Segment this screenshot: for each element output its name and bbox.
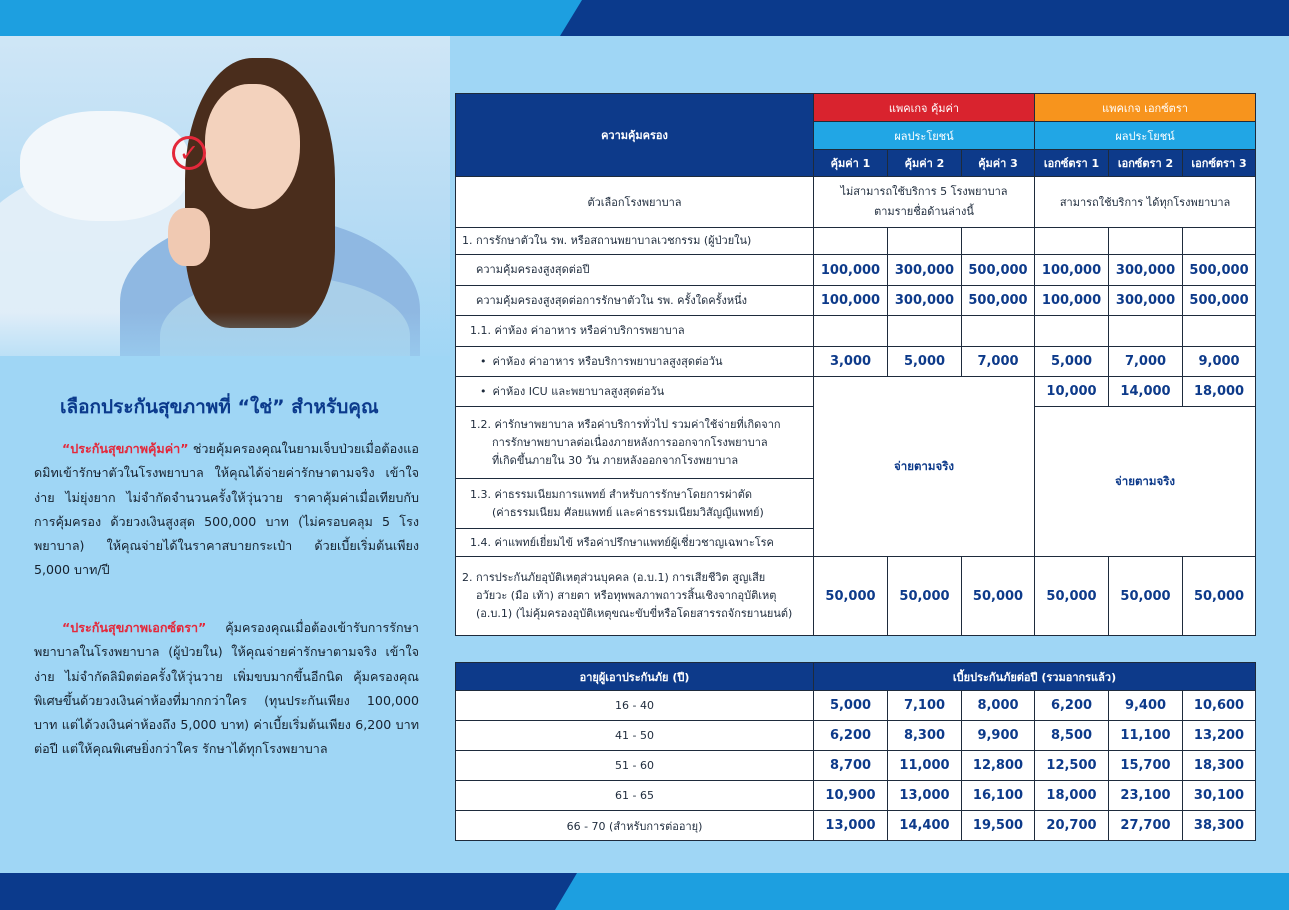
hospital-value-line2: ตามรายชื่อด้านล่างนี้	[874, 205, 974, 218]
row-surgery-line2: (ค่าธรรมเนียม ศัลยแพทย์ และค่าธรรมเนียมวิสัญญีแพทย์)	[492, 505, 764, 519]
premium-cell: 5,000	[814, 691, 888, 721]
actual-pay-value: จ่ายตามจริง	[814, 377, 1035, 557]
premium-cell: 8,300	[888, 721, 962, 751]
value-cell: 300,000	[1109, 286, 1183, 316]
empty-cell	[1109, 316, 1183, 347]
premium-cell: 12,800	[962, 751, 1035, 781]
age-range: 16 - 40	[456, 691, 814, 721]
value-cell: 50,000	[1183, 557, 1256, 636]
row-medical-line1: 1.2. ค่ารักษาพยาบาล หรือค่าบริการทั่วไป รวมค่าใช้จ่ายที่เกิดจาก	[470, 417, 781, 431]
row-accident-line2: อวัยวะ (มือ เท้า) สายตา หรือทุพพลภาพถาวรสิ้นเชิงจากอุบัติเหตุ	[476, 589, 777, 602]
value-cell: 500,000	[1183, 286, 1256, 316]
value-cell: 18,000	[1183, 377, 1256, 407]
row-icu: • ค่าห้อง ICU และพยาบาลสูงสุดต่อวัน	[456, 377, 814, 407]
premium-cell: 20,700	[1035, 811, 1109, 841]
value-cell: 100,000	[814, 286, 888, 316]
premium-cell: 15,700	[1109, 751, 1183, 781]
row-room-board: 1.1. ค่าห้อง ค่าอาหาร หรือค่าบริการพยาบาล	[456, 316, 814, 347]
premium-cell: 8,700	[814, 751, 888, 781]
value-plan-highlight: “ประกันสุขภาพคุ้มค่า”	[62, 441, 189, 456]
premium-cell: 9,900	[962, 721, 1035, 751]
value-cell: 3,000	[814, 347, 888, 377]
premium-cell: 10,900	[814, 781, 888, 811]
premium-cell: 11,000	[888, 751, 962, 781]
value-cell: 10,000	[1035, 377, 1109, 407]
row-inpatient: 1. การรักษาตัวใน รพ. หรือสถานพยาบาลเวชกรรม (ผู้ป่วยใน)	[456, 228, 814, 255]
premium-cell: 14,400	[888, 811, 962, 841]
coverage-header: ความคุ้มครอง	[456, 94, 814, 177]
value-cell: 5,000	[1035, 347, 1109, 377]
value-cell: 100,000	[1035, 255, 1109, 286]
table-row	[456, 751, 1256, 781]
age-range: 61 - 65	[456, 781, 814, 811]
value-cell: 500,000	[962, 286, 1035, 316]
plan-header: คุ้มค่า 2	[888, 150, 962, 177]
value-cell: 500,000	[1183, 255, 1256, 286]
premium-cell: 8,500	[1035, 721, 1109, 751]
extra-plan-text: คุ้มครองคุณเมื่อต้องเข้ารับการรักษาพยาบาลในโรงพยาบาล (ผู้ป่วยใน) ให้คุณจ่ายค่ารักษาตามจริง เข้าใจง่าย ไม่จำกัดลิมิตต่อครั้งให้วุ่นวาย เพิ่มขบมากขึ้นอีกนิด คุ้มครองคุณพิเศษขึ้นด้วยวงเงินค่าห้องที่มากกว่าใคร (ทุนประกันเพียง 100,000 บาท แต่ได้วงเงินค่าห้องถึง 5,000 บาท) ค่าเบี้ยเริ่มต้นเพียง 6,200 บาทต่อปี แต่ให้คุณพิเศษยิ่งกว่าใคร รักษาได้ทุกโรงพยาบาล	[34, 620, 419, 757]
benefit-header-extra: ผลประโยชน์	[1035, 122, 1256, 150]
empty-cell	[1183, 228, 1256, 255]
value-cell: 14,000	[1109, 377, 1183, 407]
value-cell: 50,000	[814, 557, 888, 636]
value-cell: 9,000	[1183, 347, 1256, 377]
hero-photo	[0, 36, 450, 356]
photo-fade	[0, 312, 450, 356]
value-cell: 300,000	[888, 286, 962, 316]
plan-header: คุ้มค่า 1	[814, 150, 888, 177]
top-band	[0, 0, 1289, 36]
empty-cell	[1035, 228, 1109, 255]
value-cell: 5,000	[888, 347, 962, 377]
check-circle-icon: ✓	[172, 136, 206, 170]
value-plan-text: ช่วยคุ้มครองคุณในยามเจ็บป่วยเมื่อต้องแอดมิทเข้ารักษาตัวในโรงพยาบาล ให้คุณได้จ่ายค่ารักษาตามจริง เข้าใจง่าย ไม่ยุ่งยาก ไม่จำกัดจำนวนครั้งให้วุ่นวาย ราคาคุ้มค่าเมื่อเทียบกับการคุ้มครอง ด้วยวงเงินสูงสุด 500,000 บาท (ไม่ครอบคลุม 5 โรงพยาบาล) ให้คุณจ่ายได้ในราคาสบายกระเป๋า ด้วยเบี้ยเริ่มต้นเพียง 5,000 บาท/ปี	[34, 441, 419, 578]
premium-cell: 7,100	[888, 691, 962, 721]
premium-cell: 9,400	[1109, 691, 1183, 721]
value-cell: 50,000	[1109, 557, 1183, 636]
hospital-value-line1: ไม่สามารถใช้บริการ 5 โรงพยาบาล	[840, 185, 1008, 198]
value-cell: 50,000	[962, 557, 1035, 636]
premium-cell: 12,500	[1035, 751, 1109, 781]
premium-cell: 8,000	[962, 691, 1035, 721]
value-cell: 100,000	[814, 255, 888, 286]
row-accident-line1: 2. การประกันภัยอุบัติเหตุส่วนบุคคล (อ.บ.1) การเสียชีวิต สูญเสีย	[462, 571, 766, 584]
plan-header: เอกซ์ตรา 3	[1183, 150, 1256, 177]
coverage-table	[455, 93, 1256, 636]
paragraph-extra-plan	[34, 616, 419, 762]
benefit-header-value: ผลประโยชน์	[814, 122, 1035, 150]
package-extra-header: แพคเกจ เอกซ์ตรา	[1035, 94, 1256, 122]
premium-cell: 30,100	[1183, 781, 1256, 811]
premium-cell: 23,100	[1109, 781, 1183, 811]
photo-face	[205, 84, 300, 209]
row-room-max-per-day: • ค่าห้อง ค่าอาหาร หรือบริการพยาบาลสูงสุดต่อวัน	[456, 347, 814, 377]
premium-table	[455, 662, 1256, 841]
empty-cell	[1109, 228, 1183, 255]
hospital-value-package	[814, 177, 1035, 228]
row-doctor-visit: 1.4. ค่าแพทย์เยี่ยมไข้ หรือค่าปรึกษาแพทย์ผู้เชี่ยวชาญเฉพาะโรค	[456, 529, 814, 557]
value-cell: 7,000	[962, 347, 1035, 377]
bottom-band-light	[555, 873, 1289, 910]
age-header: อายุผู้เอาประกันภัย (ปี)	[456, 663, 814, 691]
top-band-dark	[560, 0, 1289, 36]
table-row	[456, 781, 1256, 811]
row-medical-expense	[456, 407, 814, 479]
actual-pay-extra: จ่ายตามจริง	[1035, 407, 1256, 557]
empty-cell	[962, 228, 1035, 255]
age-range: 66 - 70 (สำหรับการต่ออายุ)	[456, 811, 814, 841]
premium-cell: 38,300	[1183, 811, 1256, 841]
row-accident-line3: (อ.บ.1) (ไม่คุ้มครองอุบัติเหตุขณะขับขี่หรือโดยสารรถจักรยานยนต์)	[476, 607, 793, 620]
value-cell: 100,000	[1035, 286, 1109, 316]
empty-cell	[888, 316, 962, 347]
empty-cell	[962, 316, 1035, 347]
value-cell: 300,000	[888, 255, 962, 286]
age-range: 41 - 50	[456, 721, 814, 751]
value-cell: 300,000	[1109, 255, 1183, 286]
premium-cell: 16,100	[962, 781, 1035, 811]
premium-header: เบี้ยประกันภัยต่อปี (รวมอากรแล้ว)	[814, 663, 1256, 691]
premium-cell: 13,000	[888, 781, 962, 811]
premium-cell: 6,200	[1035, 691, 1109, 721]
age-range: 51 - 60	[456, 751, 814, 781]
premium-cell: 27,700	[1109, 811, 1183, 841]
paragraph-value-plan	[34, 437, 419, 583]
value-cell: 50,000	[1035, 557, 1109, 636]
row-surgery-fee	[456, 479, 814, 529]
row-accident	[456, 557, 814, 636]
premium-cell: 13,000	[814, 811, 888, 841]
thumbs-up-icon	[168, 208, 210, 266]
premium-cell: 11,100	[1109, 721, 1183, 751]
table-row	[456, 691, 1256, 721]
table-row	[456, 721, 1256, 751]
premium-cell: 13,200	[1183, 721, 1256, 751]
premium-cell: 10,600	[1183, 691, 1256, 721]
bottom-band	[0, 873, 1289, 910]
empty-cell	[814, 228, 888, 255]
hospital-label: ตัวเลือกโรงพยาบาล	[456, 177, 814, 228]
package-value-header: แพคเกจ คุ้มค่า	[814, 94, 1035, 122]
row-surgery-line1: 1.3. ค่าธรรมเนียมการแพทย์ สำหรับการรักษาโดยการผ่าตัด	[470, 487, 752, 501]
section-title: เลือกประกันสุขภาพที่ “ใช่” สำหรับคุณ	[60, 396, 379, 418]
empty-cell	[888, 228, 962, 255]
row-max-per-admission: ความคุ้มครองสูงสุดต่อการรักษาตัวใน รพ. ครั้งใดครั้งหนึ่ง	[456, 286, 814, 316]
value-cell: 7,000	[1109, 347, 1183, 377]
photo-pillow	[20, 111, 190, 221]
plan-header: คุ้มค่า 3	[962, 150, 1035, 177]
empty-cell	[1035, 316, 1109, 347]
empty-cell	[814, 316, 888, 347]
row-medical-line2: การรักษาพยาบาลต่อเนื่องภายหลังการออกจากโรงพยาบาล	[492, 435, 768, 449]
plan-header: เอกซ์ตรา 2	[1109, 150, 1183, 177]
value-cell: 50,000	[888, 557, 962, 636]
hospital-extra-package: สามารถใช้บริการ ได้ทุกโรงพยาบาล	[1035, 177, 1256, 228]
value-cell: 500,000	[962, 255, 1035, 286]
row-medical-line3: ที่เกิดขึ้นภายใน 30 วัน ภายหลังออกจากโรงพยาบาล	[492, 453, 739, 467]
extra-plan-highlight: “ประกันสุขภาพเอกซ์ตรา”	[62, 620, 207, 635]
row-max-per-year: ความคุ้มครองสูงสุดต่อปี	[456, 255, 814, 286]
premium-cell: 19,500	[962, 811, 1035, 841]
empty-cell	[1183, 316, 1256, 347]
premium-cell: 6,200	[814, 721, 888, 751]
table-row	[456, 811, 1256, 841]
plan-header: เอกซ์ตรา 1	[1035, 150, 1109, 177]
premium-cell: 18,000	[1035, 781, 1109, 811]
premium-cell: 18,300	[1183, 751, 1256, 781]
